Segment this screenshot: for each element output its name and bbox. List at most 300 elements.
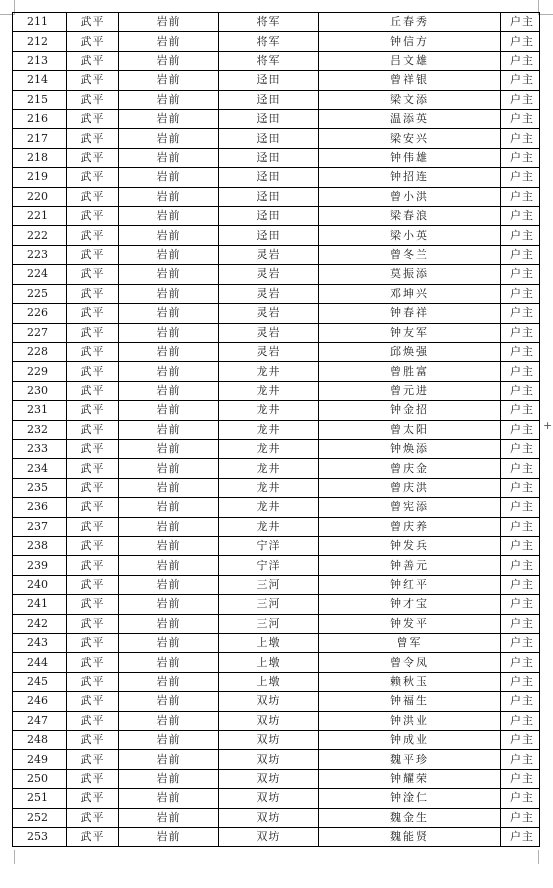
relation-cell: 户主 [501,187,540,206]
town-cell: 岩前 [119,148,219,167]
county-cell: 武平 [67,478,119,497]
county-cell: 武平 [67,556,119,575]
town-cell: 岩前 [119,207,219,226]
village-cell: 迳田 [219,207,319,226]
county-cell: 武平 [67,71,119,90]
table-body [13,13,540,847]
village-cell: 将军 [219,32,319,51]
village-cell: 迳田 [219,71,319,90]
county-cell: 武平 [67,110,119,129]
county-cell: 武平 [67,265,119,284]
town-cell: 岩前 [119,808,219,827]
crop-mark-bottom-left [0,850,15,864]
county-cell: 武平 [67,536,119,555]
county-cell: 武平 [67,129,119,148]
relation-cell: 户主 [501,769,540,788]
table-row [13,517,540,536]
county-cell: 武平 [67,828,119,847]
town-cell: 岩前 [119,672,219,691]
row-number-cell: 214 [13,71,67,90]
householder-name-cell: 吕文雄 [319,51,501,70]
row-number-cell: 215 [13,90,67,109]
table-row [13,207,540,226]
town-cell: 岩前 [119,168,219,187]
table-row [13,575,540,594]
relation-cell: 户主 [501,32,540,51]
town-cell: 岩前 [119,575,219,594]
county-cell: 武平 [67,90,119,109]
village-cell: 迳田 [219,168,319,187]
relation-cell: 户主 [501,789,540,808]
table-row [13,750,540,769]
county-cell: 武平 [67,653,119,672]
village-cell: 宁洋 [219,556,319,575]
row-number-cell: 225 [13,284,67,303]
row-number-cell: 250 [13,769,67,788]
relation-cell: 户主 [501,478,540,497]
relation-cell: 户主 [501,304,540,323]
row-number-cell: 226 [13,304,67,323]
village-cell: 迳田 [219,148,319,167]
county-cell: 武平 [67,614,119,633]
town-cell: 岩前 [119,226,219,245]
householder-name-cell: 曾祥银 [319,71,501,90]
village-cell: 将军 [219,51,319,70]
householder-name-cell: 钟淦仁 [319,789,501,808]
relation-cell: 户主 [501,401,540,420]
village-cell: 将军 [219,13,319,32]
county-cell: 武平 [67,187,119,206]
relation-cell: 户主 [501,808,540,827]
row-number-cell: 230 [13,381,67,400]
town-cell: 岩前 [119,381,219,400]
village-cell: 龙井 [219,517,319,536]
row-number-cell: 247 [13,711,67,730]
relation-cell: 户主 [501,653,540,672]
row-number-cell: 238 [13,536,67,555]
county-cell: 武平 [67,711,119,730]
table-row [13,51,540,70]
householder-name-cell: 钟耀荣 [319,769,501,788]
town-cell: 岩前 [119,828,219,847]
town-cell: 岩前 [119,323,219,342]
row-number-cell: 223 [13,245,67,264]
village-cell: 灵岩 [219,265,319,284]
row-number-cell: 231 [13,401,67,420]
county-cell: 武平 [67,323,119,342]
row-number-cell: 219 [13,168,67,187]
table-row [13,731,540,750]
county-cell: 武平 [67,304,119,323]
table-row [13,362,540,381]
town-cell: 岩前 [119,32,219,51]
table-row [13,226,540,245]
relation-cell: 户主 [501,265,540,284]
village-cell: 双坊 [219,769,319,788]
row-number-cell: 218 [13,148,67,167]
relation-cell: 户主 [501,207,540,226]
table-row [13,634,540,653]
village-cell: 迳田 [219,129,319,148]
table-row [13,342,540,361]
relation-cell: 户主 [501,595,540,614]
table-row [13,323,540,342]
row-number-cell: 221 [13,207,67,226]
county-cell: 武平 [67,32,119,51]
table-row [13,420,540,439]
householder-name-cell: 魏金生 [319,808,501,827]
town-cell: 岩前 [119,536,219,555]
town-cell: 岩前 [119,187,219,206]
row-number-cell: 227 [13,323,67,342]
row-number-cell: 242 [13,614,67,633]
relation-cell: 户主 [501,148,540,167]
town-cell: 岩前 [119,439,219,458]
county-cell: 武平 [67,13,119,32]
householder-name-cell: 莫振添 [319,265,501,284]
table-row [13,381,540,400]
town-cell: 岩前 [119,304,219,323]
householder-name-cell: 曾军 [319,634,501,653]
row-number-cell: 234 [13,459,67,478]
relation-cell: 户主 [501,459,540,478]
town-cell: 岩前 [119,692,219,711]
county-cell: 武平 [67,789,119,808]
county-cell: 武平 [67,595,119,614]
relation-cell: 户主 [501,731,540,750]
table-row [13,614,540,633]
householder-name-cell: 钟洪业 [319,711,501,730]
relation-cell: 户主 [501,420,540,439]
village-cell: 灵岩 [219,304,319,323]
town-cell: 岩前 [119,362,219,381]
relation-cell: 户主 [501,439,540,458]
householder-name-cell: 邱焕强 [319,342,501,361]
table-row [13,653,540,672]
town-cell: 岩前 [119,556,219,575]
householder-name-cell: 曾庆养 [319,517,501,536]
relation-cell: 户主 [501,517,540,536]
table-row [13,498,540,517]
table-row [13,595,540,614]
town-cell: 岩前 [119,110,219,129]
village-cell: 上墩 [219,634,319,653]
crop-mark-top-right [538,0,553,15]
relation-cell: 户主 [501,13,540,32]
row-number-cell: 222 [13,226,67,245]
relation-cell: 户主 [501,381,540,400]
householder-name-cell: 钟福生 [319,692,501,711]
table-row [13,672,540,691]
village-cell: 三河 [219,595,319,614]
town-cell: 岩前 [119,284,219,303]
table-row [13,110,540,129]
householder-name-cell: 梁春浪 [319,207,501,226]
town-cell: 岩前 [119,401,219,420]
householder-name-cell: 魏平珍 [319,750,501,769]
table-row [13,692,540,711]
town-cell: 岩前 [119,71,219,90]
village-cell: 迳田 [219,187,319,206]
table-row [13,129,540,148]
town-cell: 岩前 [119,459,219,478]
householder-name-cell: 钟金招 [319,401,501,420]
relation-cell: 户主 [501,226,540,245]
relation-cell: 户主 [501,750,540,769]
table-row [13,148,540,167]
county-cell: 武平 [67,769,119,788]
relation-cell: 户主 [501,362,540,381]
row-number-cell: 252 [13,808,67,827]
row-number-cell: 212 [13,32,67,51]
table-row [13,536,540,555]
village-cell: 龙井 [219,420,319,439]
table-row [13,13,540,32]
county-cell: 武平 [67,226,119,245]
householder-name-cell: 曾胜富 [319,362,501,381]
table-row [13,808,540,827]
householder-name-cell: 曾太阳 [319,420,501,439]
row-number-cell: 235 [13,478,67,497]
town-cell: 岩前 [119,265,219,284]
county-cell: 武平 [67,498,119,517]
county-cell: 武平 [67,207,119,226]
relation-cell: 户主 [501,672,540,691]
table-add-row-icon[interactable]: + [543,419,553,432]
county-cell: 武平 [67,517,119,536]
county-cell: 武平 [67,634,119,653]
crop-mark-bottom-right [538,850,553,864]
relation-cell: 户主 [501,556,540,575]
householder-name-cell: 钟发平 [319,614,501,633]
county-cell: 武平 [67,51,119,70]
householder-name-cell: 钟善元 [319,556,501,575]
householder-name-cell: 邓坤兴 [319,284,501,303]
relation-cell: 户主 [501,129,540,148]
town-cell: 岩前 [119,129,219,148]
town-cell: 岩前 [119,653,219,672]
table-row [13,478,540,497]
row-number-cell: 237 [13,517,67,536]
town-cell: 岩前 [119,478,219,497]
householder-name-cell: 曾庆金 [319,459,501,478]
town-cell: 岩前 [119,517,219,536]
village-cell: 迳田 [219,226,319,245]
relation-cell: 户主 [501,168,540,187]
village-cell: 迳田 [219,90,319,109]
householder-name-cell: 钟焕添 [319,439,501,458]
relation-cell: 户主 [501,51,540,70]
row-number-cell: 236 [13,498,67,517]
table-row [13,769,540,788]
table-row [13,284,540,303]
town-cell: 岩前 [119,342,219,361]
village-cell: 宁洋 [219,536,319,555]
relation-cell: 户主 [501,110,540,129]
row-number-cell: 249 [13,750,67,769]
town-cell: 岩前 [119,51,219,70]
householder-name-cell: 梁安兴 [319,129,501,148]
row-number-cell: 233 [13,439,67,458]
householder-name-cell: 曾小洪 [319,187,501,206]
village-cell: 双坊 [219,731,319,750]
village-cell: 龙井 [219,498,319,517]
row-number-cell: 245 [13,672,67,691]
householder-name-cell: 曾宪添 [319,498,501,517]
row-number-cell: 211 [13,13,67,32]
row-number-cell: 251 [13,789,67,808]
table-row [13,401,540,420]
relation-cell: 户主 [501,828,540,847]
village-cell: 灵岩 [219,284,319,303]
relation-cell: 户主 [501,536,540,555]
county-cell: 武平 [67,168,119,187]
row-number-cell: 224 [13,265,67,284]
county-cell: 武平 [67,420,119,439]
table-row [13,304,540,323]
village-cell: 上墩 [219,672,319,691]
county-cell: 武平 [67,401,119,420]
row-number-cell: 241 [13,595,67,614]
county-cell: 武平 [67,672,119,691]
village-cell: 灵岩 [219,245,319,264]
village-cell: 双坊 [219,750,319,769]
householder-name-cell: 钟发兵 [319,536,501,555]
householder-name-cell: 赖秋玉 [319,672,501,691]
householder-name-cell: 钟信方 [319,32,501,51]
village-cell: 龙井 [219,439,319,458]
row-number-cell: 216 [13,110,67,129]
relation-cell: 户主 [501,90,540,109]
village-cell: 双坊 [219,692,319,711]
row-number-cell: 232 [13,420,67,439]
town-cell: 岩前 [119,769,219,788]
table-row [13,828,540,847]
householder-name-cell: 钟友军 [319,323,501,342]
county-cell: 武平 [67,731,119,750]
village-cell: 上墩 [219,653,319,672]
town-cell: 岩前 [119,498,219,517]
householder-name-cell: 钟才宝 [319,595,501,614]
village-cell: 龙井 [219,362,319,381]
table-row [13,439,540,458]
row-number-cell: 246 [13,692,67,711]
town-cell: 岩前 [119,614,219,633]
county-cell: 武平 [67,245,119,264]
village-cell: 双坊 [219,808,319,827]
householder-name-cell: 魏能贤 [319,828,501,847]
village-cell: 迳田 [219,110,319,129]
householder-name-cell: 钟招连 [319,168,501,187]
householder-name-cell: 梁文添 [319,90,501,109]
householder-name-cell: 丘春秀 [319,13,501,32]
householder-name-cell: 曾庆洪 [319,478,501,497]
county-cell: 武平 [67,459,119,478]
village-cell: 双坊 [219,828,319,847]
relation-cell: 户主 [501,323,540,342]
county-cell: 武平 [67,692,119,711]
table-row [13,90,540,109]
row-number-cell: 253 [13,828,67,847]
householder-name-cell: 钟成业 [319,731,501,750]
relation-cell: 户主 [501,711,540,730]
town-cell: 岩前 [119,420,219,439]
householder-name-cell: 曾元进 [319,381,501,400]
village-cell: 灵岩 [219,323,319,342]
relation-cell: 户主 [501,575,540,594]
town-cell: 岩前 [119,634,219,653]
householder-name-cell: 曾令凤 [319,653,501,672]
county-cell: 武平 [67,439,119,458]
row-number-cell: 243 [13,634,67,653]
row-number-cell: 240 [13,575,67,594]
table-row [13,187,540,206]
town-cell: 岩前 [119,245,219,264]
county-cell: 武平 [67,808,119,827]
row-number-cell: 229 [13,362,67,381]
table-row [13,265,540,284]
village-cell: 三河 [219,614,319,633]
town-cell: 岩前 [119,13,219,32]
table-row [13,556,540,575]
householder-name-cell: 钟红平 [319,575,501,594]
village-cell: 灵岩 [219,342,319,361]
village-cell: 龙井 [219,459,319,478]
relation-cell: 户主 [501,498,540,517]
relation-cell: 户主 [501,692,540,711]
row-number-cell: 217 [13,129,67,148]
town-cell: 岩前 [119,731,219,750]
row-number-cell: 213 [13,51,67,70]
table-row [13,245,540,264]
relation-cell: 户主 [501,71,540,90]
relation-cell: 户主 [501,634,540,653]
table-row [13,32,540,51]
relation-cell: 户主 [501,284,540,303]
householder-name-cell: 曾冬兰 [319,245,501,264]
householder-name-cell: 梁小英 [319,226,501,245]
county-cell: 武平 [67,284,119,303]
householder-name-cell: 温添英 [319,110,501,129]
county-cell: 武平 [67,148,119,167]
village-cell: 双坊 [219,789,319,808]
town-cell: 岩前 [119,90,219,109]
village-cell: 龙井 [219,381,319,400]
relation-cell: 户主 [501,245,540,264]
county-cell: 武平 [67,362,119,381]
row-number-cell: 239 [13,556,67,575]
village-cell: 双坊 [219,711,319,730]
village-cell: 龙井 [219,401,319,420]
table-row [13,711,540,730]
householder-name-cell: 钟伟雄 [319,148,501,167]
village-cell: 三河 [219,575,319,594]
table-row [13,459,540,478]
county-cell: 武平 [67,381,119,400]
relation-cell: 户主 [501,614,540,633]
row-number-cell: 220 [13,187,67,206]
household-table [12,12,540,847]
county-cell: 武平 [67,750,119,769]
town-cell: 岩前 [119,750,219,769]
county-cell: 武平 [67,342,119,361]
row-number-cell: 228 [13,342,67,361]
town-cell: 岩前 [119,711,219,730]
relation-cell: 户主 [501,342,540,361]
row-number-cell: 248 [13,731,67,750]
row-number-cell: 244 [13,653,67,672]
householder-name-cell: 钟春祥 [319,304,501,323]
